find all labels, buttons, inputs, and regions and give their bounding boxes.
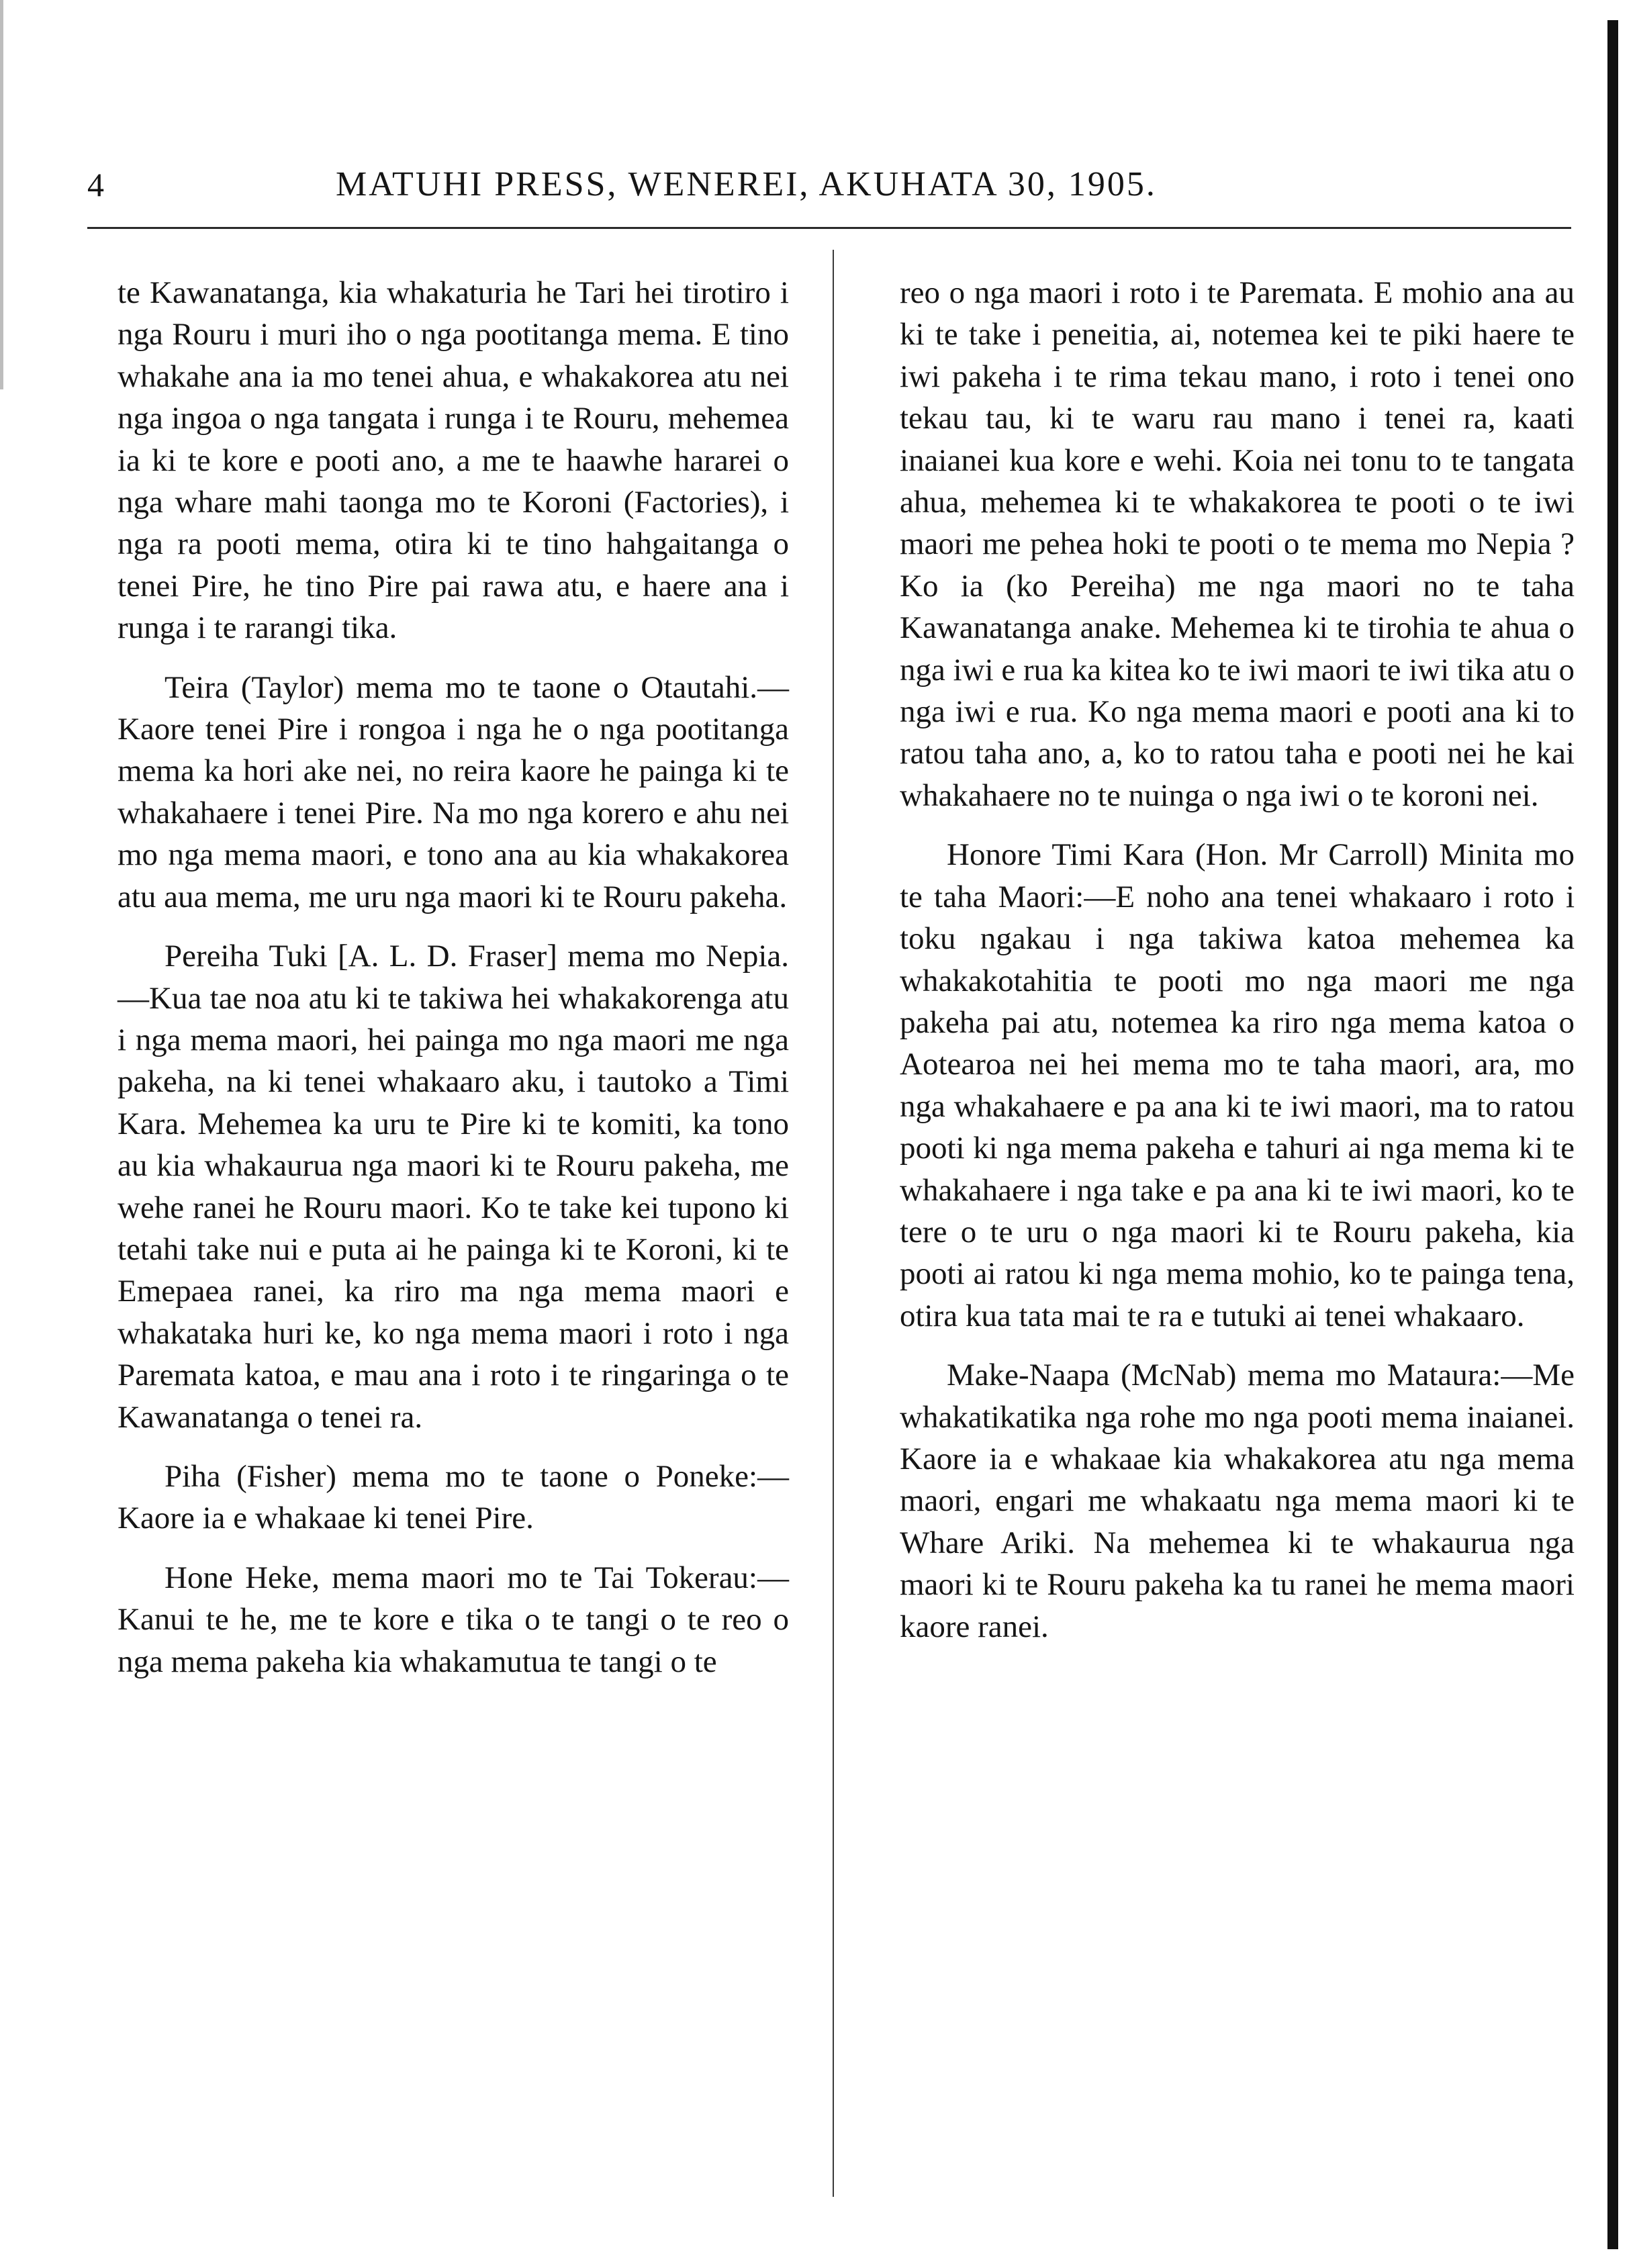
paragraph: Honore Timi Kara (Hon. Mr Carroll) Minita mo te taha Maori:—E noho ana tenei whakaaro i roto i toku ngakau i nga takiwa katoa mehemea ka whakakotahitia te pooti mo nga maori me nga pakeha pai atu, notemea ka riro nga mema katoa o Aotearoa nei hei mema mo te taha maori, ara, mo nga whakahaere e pa ana ki te iwi maori, ma to ratou pooti ki nga mema pakeha e tahuri ai nga mema ki te whakahaere i nga take e pa ana ki te iwi maori, ko te tere o te uru o nga maori ki te Rouru pakeha, kia pooti ai ratou ki nga mema mohio, ko te painga tena, otira kua tata mai te ra e tutuki ai tenei whakaaro. bbox=[900, 837, 1575, 1333]
right-column bbox=[900, 272, 1575, 1665]
paragraph: te Kawanatanga, kia whakaturia he Tari hei tirotiro i nga Rouru i muri iho o nga pootitanga mema. E tino whakahe ana ia mo tenei ahua, e whakakorea atu nei nga ingoa o nga tangata i runga i te Rouru, mehemea ia ki te kore e pooti ano, a me te haawhe hararei o nga whare mahi taonga mo te Koroni (Factories), i nga ra pooti mema, otira ki te tino hahgaitanga o tenei Pire, he tino Pire pai rawa atu, e haere ana i runga i te rarangi tika. bbox=[118, 275, 789, 646]
scan-binding-bar bbox=[1607, 20, 1618, 2249]
page-number: 4 bbox=[87, 166, 104, 203]
paragraph: Hone Heke, mema maori mo te Tai Tokerau:—Kanui te he, me te kore e tika o te tangi o te reo o nga mema pakeha kia whakamutua te tangi o te bbox=[118, 1560, 789, 1679]
scan-edge-mark bbox=[0, 0, 3, 389]
paragraph: Piha (Fisher) mema mo te taone o Poneke:—Kaore ia e whakaae ki tenei Pire. bbox=[118, 1458, 789, 1536]
paragraph: Make-Naapa (McNab) mema mo Mataura:—Me whakatikatika nga rohe mo nga pooti mema inaianei. Kaore ia e whakaae kia whakakorea atu nga mema maori, engari me whakaatu nga mema maori ki te Whare Ariki. Na mehemea ki te whakaurua nga maori ki te Rouru pakeha ka tu ranei he mema maori kaore ranei. bbox=[900, 1358, 1575, 1644]
masthead-title: MATUHI PRESS, WENEREI, AKUHATA 30, 1905. bbox=[336, 165, 1157, 203]
column-divider bbox=[833, 250, 834, 2197]
paragraph: Pereiha Tuki [A. L. D. Fraser] mema mo Nepia.—Kua tae noa atu ki te takiwa hei whakakorenga atu i nga mema maori, hei painga mo nga maori me nga pakeha, na ki tenei whakaaro aku, i tautoko a Timi Kara. Mehemea ka uru te Pire ki te komiti, ka tono au kia whakaurua nga maori ki te Rouru pakeha, me wehe ranei he Rouru maori. Ko te take kei tupono ki tetahi take nui e puta ai he painga ki te Koroni, ki te Emepaea ranei, ka riro ma nga mema maori e whakataka huri ke, ko nga mema maori i roto i nga Paremata katoa, e mau ana i roto i te ringaringa o te Kawanatanga o tenei ra. bbox=[118, 939, 789, 1435]
header-rule bbox=[87, 227, 1571, 229]
left-column bbox=[118, 272, 789, 1700]
page-header bbox=[87, 161, 1591, 208]
paragraph: Teira (Taylor) mema mo te taone o Otautahi.—Kaore tenei Pire i rongoa i nga he o nga pootitanga mema ka hori ake nei, no reira kaore he painga ki te whakahaere i tenei Pire. Na mo nga korero e ahu nei mo nga mema maori, e tono ana au kia whakakorea atu aua mema, me uru nga maori ki te Rouru pakeha. bbox=[118, 669, 789, 914]
paragraph: reo o nga maori i roto i te Paremata. E mohio ana au ki te take i peneitia, ai, notemea kei te piki haere te iwi pakeha i te rima tekau mano, i roto i tenei ono tekau tau, ki te waru rau mano i tenei ra, kaati inaianei kua kore e wehi. Koia nei tonu to te tangata ahua, mehemea ki te whakakorea te pooti o te iwi maori me pehea hoki te pooti o te mema mo Nepia ? Ko ia (ko Pereiha) me nga maori no te taha Kawanatanga anake. Mehemea ki te tirohia te ahua o nga iwi e rua ka kitea ko te iwi maori te iwi tika atu o nga iwi e rua. Ko nga mema maori e pooti ana ki to ratou taha ano, a, ko to ratou taha e pooti nei he kai whakahaere no te nuinga o nga iwi o te koroni nei. bbox=[900, 275, 1575, 813]
